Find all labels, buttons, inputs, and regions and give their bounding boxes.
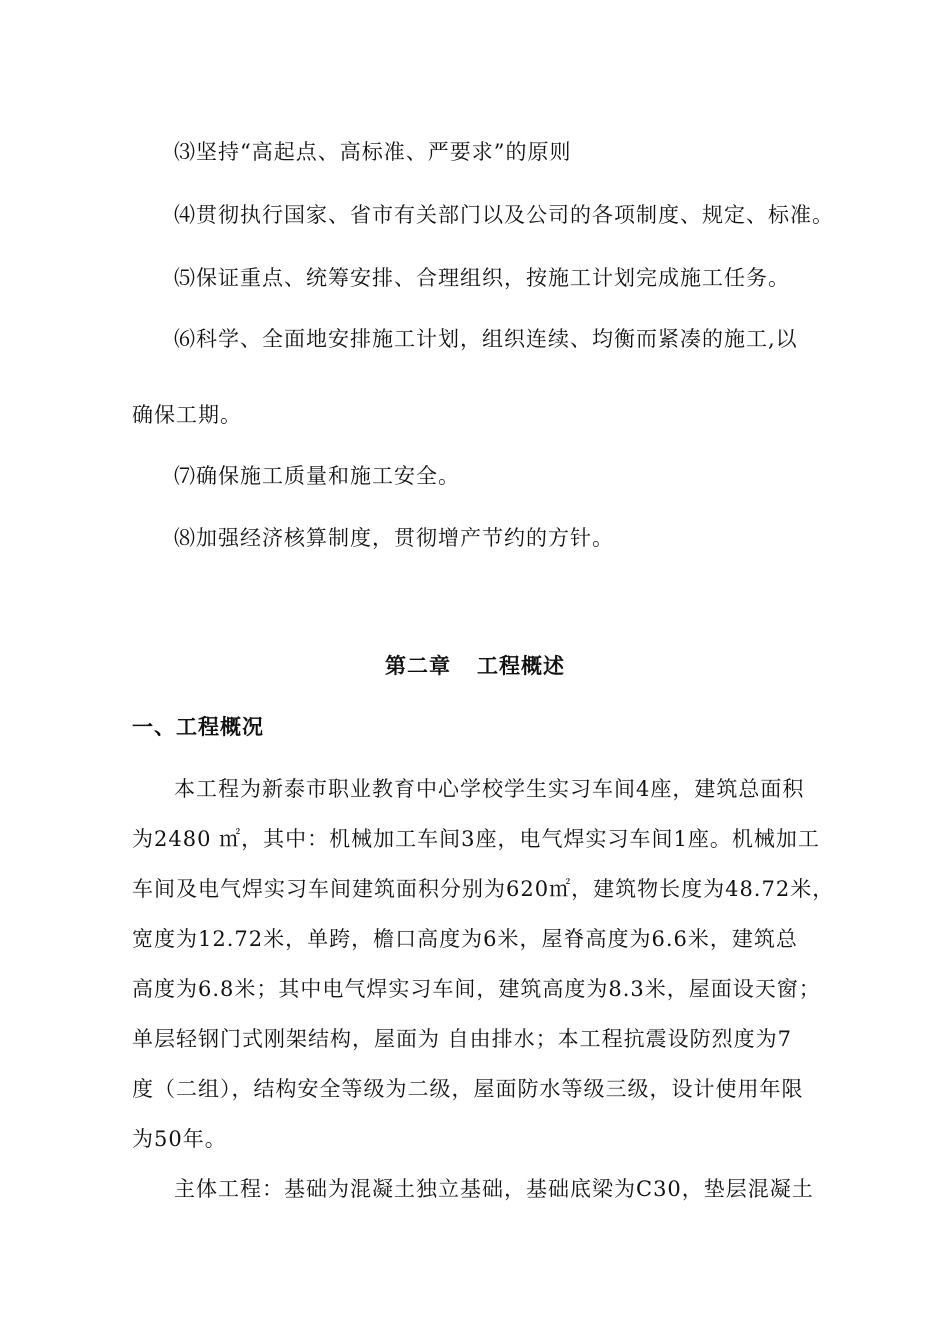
paragraph-line: 本工程为新泰市职业教育中心学校学生实习车间4座，建筑总面积 [174,777,805,801]
paragraph-line: 度（二组），结构安全等级为二级，屋面防水等级三级，设计使用年限 [132,1077,804,1101]
principle-item-5: ⑸保证重点、统筹安排、合理组织，按施工计划完成施工任务。 [174,266,790,290]
chapter-number: 第二章 [385,654,451,678]
paragraph-line: 车间及电气焊实习车间建筑面积分别为620㎡，建筑物长度为48.72米， [132,877,835,901]
principle-item-4: ⑷贯彻执行国家、省市有关部门以及公司的各项制度、规定、标准。 [174,203,834,227]
chapter-heading [0,652,950,680]
paragraph-line: 为50年。 [132,1127,227,1151]
principle-item-6-line1: ⑹科学、全面地安排施工计划，组织连续、均衡而紧凑的施工,以 [174,327,798,351]
principle-item-7: ⑺确保施工质量和施工安全。 [174,464,460,488]
paragraph-line: 单层轻钢门式刚架结构，屋面为 自由排水；本工程抗震设防烈度为7 [132,1027,793,1051]
chapter-title: 工程概述 [477,654,565,678]
paragraph-line: 高度为6.8米；其中电气焊实习车间，建筑高度为8.3米，屋面设天窗； [132,977,821,1001]
paragraph-line: 主体工程：基础为混凝土独立基础，基础底梁为C30，垫层混凝土 [174,1177,814,1201]
principle-item-6-line2: 确保工期。 [132,403,242,427]
paragraph-line: 宽度为12.72米，单跨，檐口高度为6米，屋脊高度为6.6米，建筑总 [132,927,798,951]
principle-item-3: ⑶坚持“高起点、高标准、严要求”的原则 [174,140,572,164]
section-heading: 一、工程概况 [132,715,264,739]
principle-item-8: ⑻加强经济核算制度，贯彻增产节约的方针。 [174,526,614,550]
paragraph-line: 为2480 ㎡，其中：机械加工车间3座，电气焊实习车间1座。机械加工 [132,827,820,851]
